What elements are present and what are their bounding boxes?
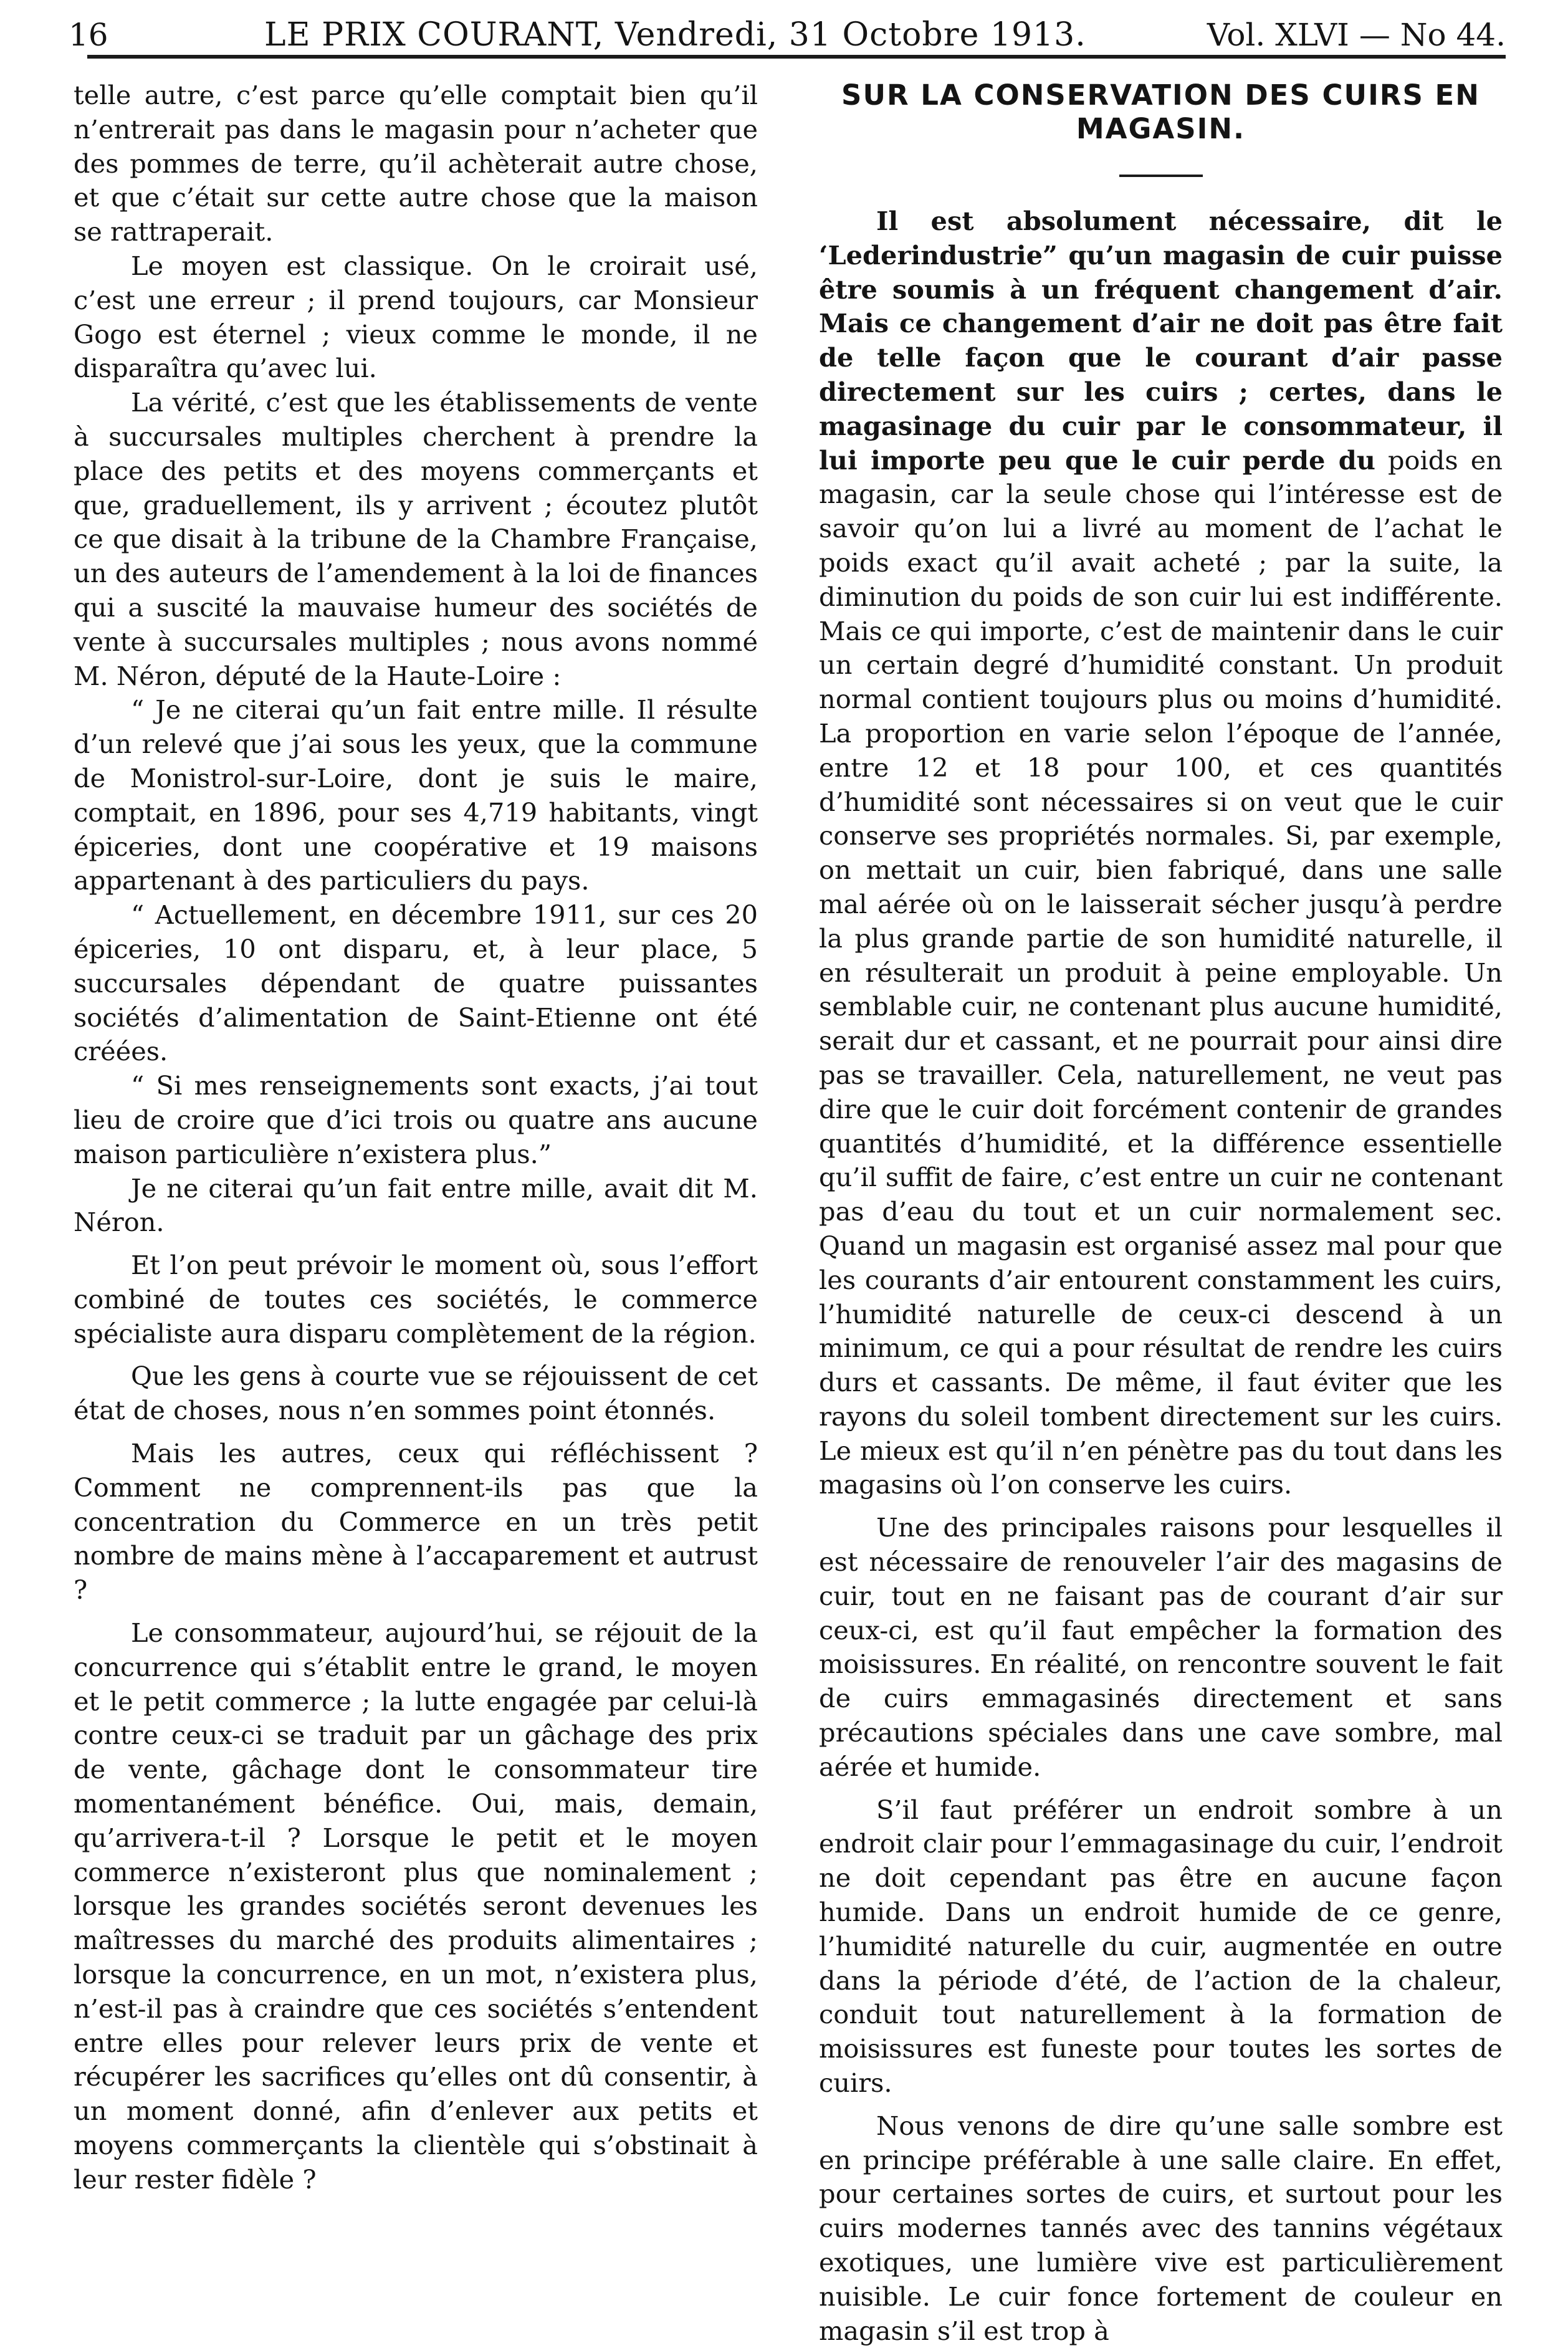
lead-bold-text: Il est absolument nécessaire, dit le ‘Lederindustrie” qu’un magasin de cuir puisse être soumis à un fréquent changement d’air. Mais ce changement d’air ne doit pas être fait de telle façon que le courant d’air passe directement sur les cuirs ; certes, dans le magasinage du cuir par le consommateur, il lui importe peu que le cuir perde du <box>819 206 1503 476</box>
quote-paragraph: “ Actuellement, en décembre 1911, sur ces 20 épiceries, 10 ont disparu, et, à leur place, 5 succursales dépendant de quatre puissantes sociétés d’alimentation de Saint-Etienne ont été créées. <box>74 899 758 1067</box>
paragraph: Je ne citerai qu’un fait entre mille, avait dit M. Néron. <box>74 1172 758 1238</box>
quote-paragraph: “ Je ne citerai qu’un fait entre mille. Il résulte d’un relevé que j’ai sous les yeux, que la commune de Monistrol-sur-Loire, dont je suis le maire, comptait, en 1896, pour ses 4,719 habitants, vingt épiceries, dont une coopérative et 19 maisons appartenant à des particuliers du pays. <box>74 694 758 896</box>
lead-paragraph <box>819 204 1503 1502</box>
volume-number: Vol. XLVI — No 44. <box>1207 17 1506 53</box>
paragraph: Mais les autres, ceux qui réfléchissent ? Comment ne comprennent-ils pas que la concentration du Commerce en un très petit nombre de mains mène à l’accaparement et autrust ? <box>74 1438 758 1606</box>
publication-line: LE PRIX COURANT, Vendredi, 31 Octobre 1913. <box>264 16 1086 54</box>
page-header <box>69 9 1506 61</box>
paragraph: Et l’on peut prévoir le moment où, sous l’effort combiné de toutes ces sociétés, le commerce spécialiste aura disparu complètement de la région. <box>74 1250 758 1349</box>
paragraph: S’il faut préférer un endroit sombre à un endroit clair pour l’emmagasinage du cuir, l’endroit ne doit cependant pas être en aucune façon humide. Dans un endroit humide de ce genre, l’humidité naturelle du cuir, augmentée en outre dans la période d’été, de l’action de la chaleur, conduit tout naturellement à la formation de moisissures est funeste pour toutes les sortes de cuirs. <box>819 1794 1503 2099</box>
paragraph: Nous venons de dire qu’une salle sombre est en principe préférable à une salle claire. En effet, pour certaines sortes de cuirs, et surtout pour les cuirs modernes tannés avec des tannins végétaux exotiques, une lumière vive est particulièrement nuisible. Le cuir fonce fortement de couleur en magasin s’il est trop à <box>819 2110 1503 2346</box>
paragraph: telle autre, c’est parce qu’elle comptait bien qu’il n’entrerait pas dans le magasin pour n’acheter que des pommes de terre, qu’il achèterait autre chose, et que c’était sur cette autre chose que la maison se rattraperait. <box>74 80 758 247</box>
paragraph: Une des principales raisons pour lesquelles il est nécessaire de renouveler l’air des magasins de cuir, tout en ne faisant pas de courant d’air sur ceux-ci, est qu’il faut empêcher la formation des moisissures. En réalité, on rencontre souvent le fait de cuirs emmagasinés directement et sans précautions spéciales dans une cave sombre, mal aérée et humide. <box>819 1512 1503 1782</box>
quote-paragraph: “ Si mes renseignements sont exacts, j’ai tout lieu de croire que d’ici trois ou quatre ans aucune maison particulière n’existera plus.” <box>74 1070 758 1169</box>
header-rule <box>87 55 1506 59</box>
paragraph: Que les gens à courte vue se réjouissent de cet état de choses, nous n’en sommes point étonnés. <box>74 1361 758 1426</box>
page-number: 16 <box>69 17 108 53</box>
paragraph: La vérité, c’est que les établissements de vente à succursales multiples cherchent à prendre la place des petits et des moyens commerçants et que, graduellement, ils y arrivent ; écoutez plutôt ce que disait à la tribune de la Chambre Française, un des auteurs de l’amendement à la loi de finances qui a suscité la mauvaise humeur des sociétés de vente à succursales multiples ; nous avons nommé M. Néron, député de la Haute-Loire : <box>74 387 758 691</box>
article-title: SUR LA CONSERVATION DES CUIRS EN MAGASIN. <box>841 79 1480 145</box>
paragraph: Le moyen est classique. On le croirait usé, c’est une erreur ; il prend toujours, car Monsieur Gogo est éternel ; vieux comme le monde, il ne disparaîtra qu’avec lui. <box>74 250 758 384</box>
lead-rest-text: poids en magasin, car la seule chose qui l’intéresse est de savoir qu’on lui a livré au moment de l’achat le poids exact qu’il avait acheté ; par la suite, la diminution du poids de son cuir lui est indifférente. Mais ce qui importe, c’est de maintenir dans le cuir un certain degré d’humidité constant. Un produit normal contient toujours plus ou moins d’humidité. La proportion en varie selon l’époque de l’année, entre 12 et 18 pour 100, et ces quantités d’humidité sont nécessaires si on veut que le cuir conserve ses propriétés normales. Si, par exemple, on mettait un cuir, bien fabriqué, dans une salle mal aérée où on le laisserait sécher jusqu’à perdre la plus grande partie de son humidité naturelle, il en résulterait un produit à peine employable. Un semblable cuir, ne contenant plus aucune humidité, serait dur et cassant, et ne pourrait pour ainsi dire pas se travailler. Cela, naturellement, ne veut pas dire que le cuir doit forcément contenir de grandes quantités d’humidité, et la différence essentielle qu’il suffit de faire, c’est entre un cuir ne contenant pas d’eau du tout et un cuir normalement sec. Quand un magasin est organisé assez mal pour que les courants d’air entourent constamment les cuirs, l’humidité naturelle de ceux-ci descend à un minimum, ce qui a pour résultat de rendre les cuirs durs et cassants. De même, il faut éviter que les rayons du soleil tombent directement sur les cuirs. Le mieux est qu’il n’en pénètre pas du tout dans les magasins où l’on conserve les cuirs. <box>819 444 1503 1500</box>
left-column <box>74 79 758 2197</box>
right-column <box>819 79 1503 2348</box>
paragraph: Le consommateur, aujourd’hui, se réjouit de la concurrence qui s’établit entre le grand, le moyen et le petit commerce ; la lutte engagée par celui-là contre ceux-ci se traduit par un gâchage des prix de vente, gâchage dont le consommateur tire momentanément bénéfice. Oui, mais, demain, qu’arrivera-t-il ? Lorsque le petit et le moyen commerce n’existeront plus que nominalement ; lorsque les grandes sociétés seront devenues les maîtresses du marché des produits alimentaires ; lorsque la concurrence, en un mot, n’existera plus, n’est-il pas à craindre que ces sociétés s’entendent entre elles pour relever leurs prix de vente et récupérer les sacrifices qu’elles ont dû consentir, à un moment donné, afin d’enlever aux petits et moyens commerçants la clientèle qui s’obstinait à leur rester fidèle ? <box>74 1617 758 2195</box>
title-rule <box>1119 175 1203 177</box>
